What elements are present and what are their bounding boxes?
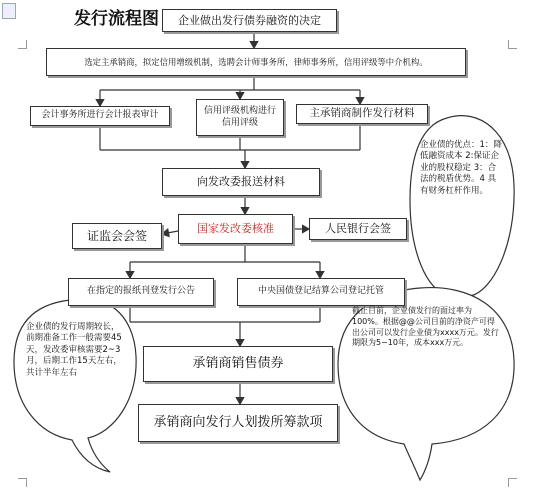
underwriter-materials-node [296, 104, 428, 124]
underwriter-sell-label: 承销商销售债券 [192, 355, 284, 371]
bubble-advantages-text: 企业债的优点：1：降低融资成本 2:保证企业的股权稳定 3：合法的税盾优势。4 具有财务杠杆作用。 [420, 140, 502, 196]
decision-label: 企业做出发行债券融资的决定 [178, 13, 321, 27]
crop-mark-bottom-right [508, 478, 517, 487]
underwriter-sell-node [143, 346, 333, 382]
bubble-timeline-text: 企业债的发行周期较长，前期准备工作一般需要45天，发改委审核需要2~3月，后期工作15天左右，共计半年左右 [26, 322, 122, 378]
audit-label: 会计事务所进行会计报表审计 [41, 110, 159, 121]
pboc-countersign-label: 人民银行会签 [325, 222, 391, 236]
select-intermediaries-node [46, 48, 466, 76]
select-intermediaries-label: 选定主承销商，拟定信用增级机制，选聘会计师事务所，律师事务所，信用评级等中介机构。 [84, 56, 428, 67]
submit-ndrc-node [162, 168, 320, 196]
ndrc-approval-node [178, 214, 293, 244]
pboc-countersign-node [309, 218, 407, 240]
underwriter-materials-label: 主承销商制作发行材料 [309, 107, 415, 120]
crop-mark-top-right [508, 40, 517, 49]
registration-node [237, 278, 405, 306]
submit-ndrc-label: 向发改委报送材料 [197, 175, 285, 189]
transfer-funds-node [138, 404, 338, 442]
announcement-node [68, 278, 214, 306]
crop-mark-bottom-left [18, 478, 27, 487]
csrc-countersign-label: 证监会会签 [86, 228, 147, 243]
ndrc-approval-label: 国家发改委核准 [197, 222, 274, 236]
registration-label: 中央国债登记结算公司登记托管 [257, 286, 384, 297]
rating-node [196, 99, 284, 136]
announcement-label: 在指定的报纸刊登发行公告 [86, 286, 195, 297]
decision-node [162, 9, 337, 32]
rating-label: 信用评级机构进行信用评级 [203, 106, 276, 128]
audit-node [30, 106, 170, 126]
transfer-funds-label: 承销商向发行人划拨所筹款项 [153, 414, 323, 430]
csrc-countersign-node [72, 223, 162, 249]
diagram-title: 发行流程图 [74, 9, 159, 29]
crop-mark-top-left [18, 40, 27, 49]
bubble-scale-text: 截止目前，企业债发行的面过率为100%。根据@@公司目前的净资产可得出公司可以发行企业债为xxxx万元。发行期限为5~10年，成本xxx万元。 [352, 306, 499, 348]
